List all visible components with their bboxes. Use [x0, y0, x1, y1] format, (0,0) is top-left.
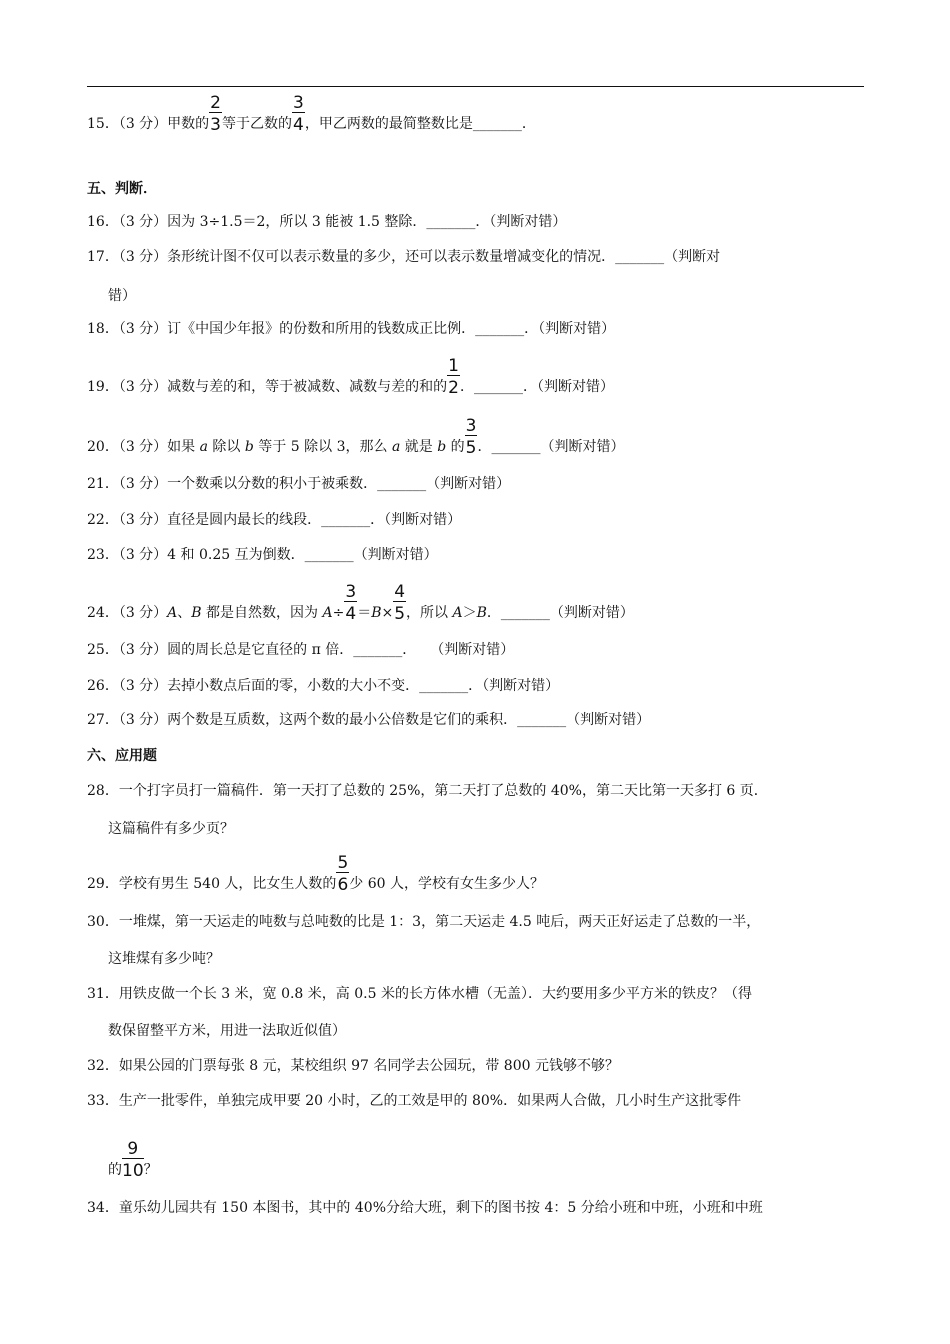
question-20: 20．（3 分）如果 a 除以 b 等于 5 除以 3，那么 a 就是 b 的 $\frac{3}{5}$ ．_______（判断对错）	[87, 416, 625, 458]
question-34: 34．童乐幼儿园共有 150 本图书，其中的 40%分给大班，剩下的图书按 4：5 分给小班和中班，小班和中班	[87, 1200, 763, 1216]
section-5-heading: 五、判断．	[87, 181, 157, 197]
question-29: 29．学校有男生 540 人，比女生人数的 $\frac{5}{6}$ 少 60 人，学校有女生多少人？	[87, 853, 544, 895]
section-6-heading: 六、应用题	[87, 748, 157, 764]
question-18: 18．（3 分）订《中国少年报》的份数和所用的钱数成正比例．_______．（判断对错）	[87, 321, 616, 337]
question-26: 26．（3 分）去掉小数点后面的零，小数的大小不变．_______．（判断对错）	[87, 678, 560, 694]
fraction: $\frac{1}{2}$	[448, 356, 459, 398]
question-17: 17．（3 分）条形统计图不仅可以表示数量的多少，还可以表示数量增减变化的情况．_______（判断对	[87, 249, 721, 265]
question-33: 33．生产一批零件，单独完成甲要 20 小时，乙的工效是甲的 80%．如果两人合做，几小时生产这批零件	[87, 1093, 742, 1109]
fraction: $\frac{3}{4}$	[293, 93, 304, 135]
question-21: 21．（3 分）一个数乘以分数的积小于被乘数．_______（判断对错）	[87, 476, 511, 492]
question-32: 32．如果公园的门票每张 8 元，某校组织 97 名同学去公园玩，带 800 元钱够不够？	[87, 1058, 619, 1074]
fraction: $\frac{2}{3}$	[210, 93, 221, 135]
header-rule	[87, 86, 864, 87]
question-31: 31．用铁皮做一个长 3 米，宽 0.8 米，高 0.5 米的长方体水槽（无盖）．大约要用多少平方米的铁皮？（得	[87, 986, 752, 1002]
fraction: $\frac{3}{5}$	[465, 416, 477, 458]
fraction: $\frac{3}{4}$	[345, 582, 357, 624]
question-28: 28．一个打字员打一篇稿件．第一天打了总数的 25%，第二天打了总数的 40%，第二天比第一天多打 6 页．	[87, 783, 768, 799]
question-30: 30．一堆煤，第一天运走的吨数与总吨数的比是 1：3，第二天运走 4.5 吨后，两天正好运走了总数的一半，	[87, 914, 761, 930]
question-33-cont: 的 $\frac{9}{10}$ ？	[108, 1139, 158, 1181]
question-31-cont: 数保留整平方米，用进一法取近似值）	[108, 1023, 346, 1039]
question-25: 25．（3 分）圆的周长总是它直径的 π 倍．_______． （判断对错）	[87, 642, 515, 658]
fraction: $\frac{4}{5}$	[394, 582, 406, 624]
question-19: 19．（3 分）减数与差的和，等于被减数、减数与差的和的 $\frac{1}{2}$ ．_______．（判断对错）	[87, 356, 614, 398]
question-28-cont: 这篇稿件有多少页？	[108, 821, 234, 837]
fraction: $\frac{5}{6}$	[337, 853, 349, 895]
question-30-cont: 这堆煤有多少吨？	[108, 951, 220, 967]
question-17-cont: 错）	[108, 288, 136, 304]
question-15: 15．（3 分）甲数的 $\frac{2}{3}$ 等于乙数的 $\frac{3}{4}$ ，甲乙两数的最简整数比是_______．	[87, 93, 536, 135]
question-24: 24．（3 分）A、B 都是自然数，因为 A÷ $\frac{3}{4}$ ＝B× $\frac{4}{5}$ ，所以 A＞B．_______（判断对错）	[87, 582, 634, 624]
question-27: 27．（3 分）两个数是互质数，这两个数的最小公倍数是它们的乘积．_______（判断对错）	[87, 712, 651, 728]
fraction: $\frac{9}{10}$	[122, 1139, 144, 1181]
question-22: 22．（3 分）直径是圆内最长的线段．_______．（判断对错）	[87, 512, 462, 528]
question-16: 16．（3 分）因为 3÷1.5＝2，所以 3 能被 1.5 整除．_______．（判断对错）	[87, 214, 567, 230]
question-23: 23．（3 分）4 和 0.25 互为倒数．_______（判断对错）	[87, 547, 438, 563]
